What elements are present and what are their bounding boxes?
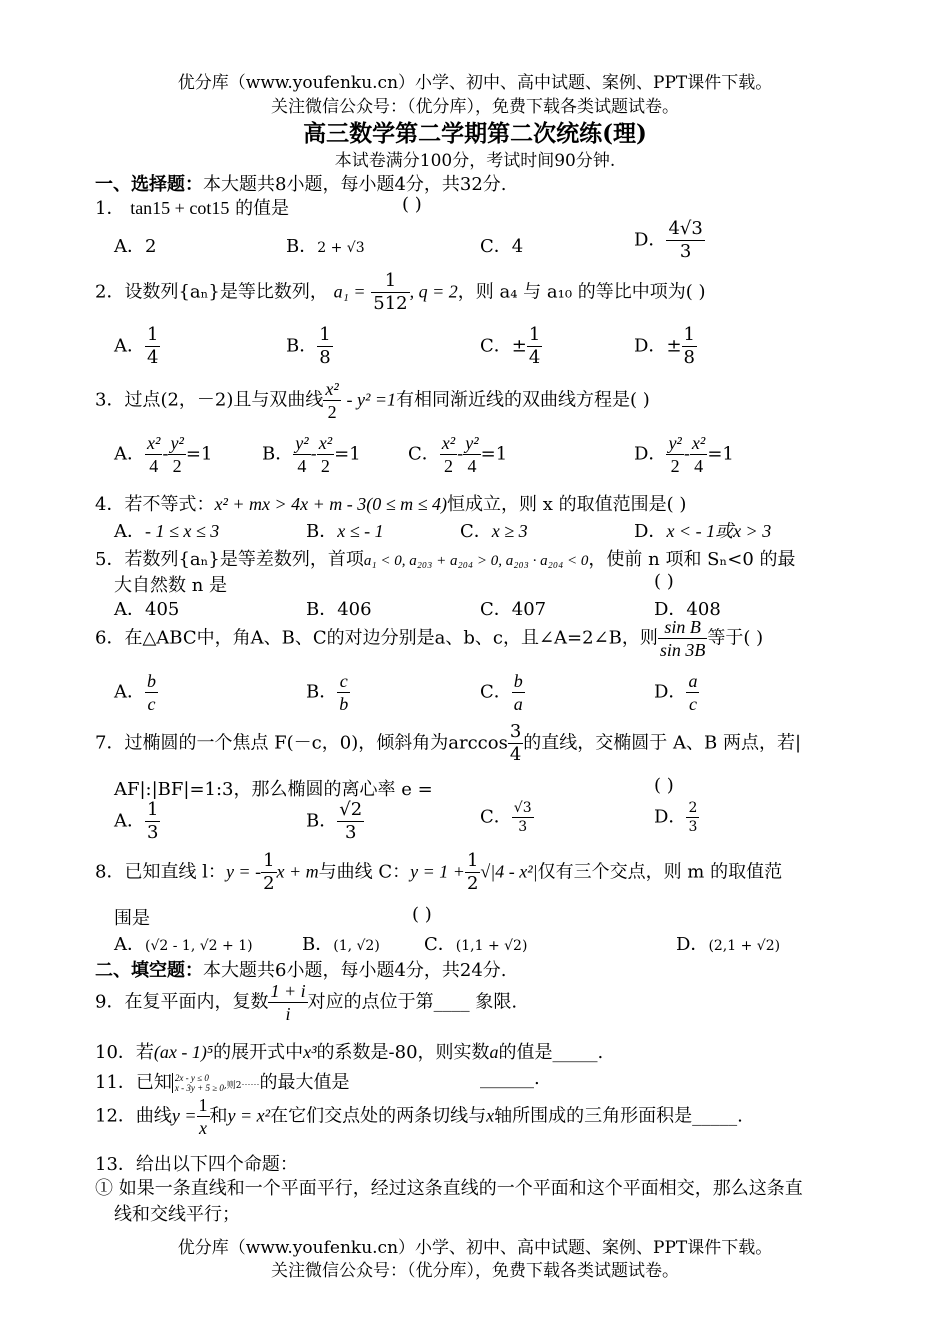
q4-option-c bbox=[460, 517, 528, 543]
q9-text: 9．在复平面内，复数 bbox=[95, 991, 269, 1013]
q8-option-a bbox=[114, 930, 253, 956]
q1-option-c: C．4 bbox=[480, 236, 524, 257]
section-choice-text: 本大题共8小题，每小题4分，共32分. bbox=[203, 174, 507, 195]
q13-proposition-1-cont: 线和交线平行； bbox=[114, 1204, 240, 1225]
q6-c-num: b bbox=[513, 671, 523, 691]
q5-paren: ( ) bbox=[654, 571, 674, 592]
section-fill-text: 本大题共6小题，每小题4分，共24分. bbox=[203, 960, 507, 981]
q3-b-d2: 2 bbox=[320, 456, 330, 476]
q2-suffix: ，则 a₄ 与 a₁₀ 的等比中项为( ) bbox=[457, 281, 706, 303]
q4-expr: x² + mx > 4x + m - 3(0 ≤ m ≤ 4) bbox=[214, 494, 447, 514]
q7-c-label: C． bbox=[480, 806, 512, 828]
q3-x2: x² bbox=[325, 379, 339, 399]
q2-num: 1 bbox=[371, 272, 409, 293]
q8-line-2: 围是 bbox=[114, 908, 150, 929]
q2-q: , q = 2 bbox=[409, 281, 458, 302]
q6-stem bbox=[95, 618, 763, 659]
q11-text: 11．已知 bbox=[95, 1072, 172, 1093]
q6-a-den: c bbox=[147, 694, 156, 714]
q4-suffix: 恒成立，则 x 的取值范围是( ) bbox=[447, 494, 687, 515]
q4-option-d bbox=[634, 517, 771, 543]
q2-a-label: A． bbox=[114, 335, 145, 357]
q10-suffix: 的系数是-80，则实数 bbox=[316, 1042, 490, 1063]
section-fill bbox=[95, 956, 507, 982]
q3-a-minus: - bbox=[162, 443, 169, 465]
q9-num: 1 + i bbox=[270, 981, 306, 1001]
q8-c-den: 2 bbox=[466, 873, 479, 894]
q1-stem bbox=[95, 194, 289, 220]
q8-l-den: 2 bbox=[263, 873, 275, 894]
q8-option-b bbox=[302, 930, 380, 956]
q2-den: 512 bbox=[373, 293, 408, 314]
q4-d-expr: x < - 1或x > 3 bbox=[666, 521, 772, 541]
q3-a-y2: y² bbox=[170, 433, 184, 453]
q3-b-d1: 4 bbox=[297, 456, 307, 476]
q4-b-expr: x ≤ - 1 bbox=[337, 521, 384, 541]
q3-d-label: D． bbox=[634, 443, 667, 465]
q3-a-x2: x² bbox=[147, 433, 161, 453]
q1-number: 1． bbox=[95, 198, 125, 219]
q3-b-label: B． bbox=[262, 443, 294, 465]
q3-rest: - y² =1 bbox=[346, 389, 397, 410]
q10-a: a bbox=[489, 1042, 499, 1062]
q6-d-den: c bbox=[688, 694, 697, 714]
q4-a-label: A． bbox=[114, 521, 145, 542]
q10-text: 10．若 bbox=[95, 1042, 154, 1063]
q5-line-2: 大自然数 n 是 bbox=[114, 575, 228, 596]
q8-l2: x + m bbox=[276, 861, 319, 882]
q8-l-num: 1 bbox=[263, 850, 275, 871]
q7-line-1 bbox=[95, 723, 801, 764]
q2-text: 2．设数列{aₙ}是等比数列， bbox=[95, 281, 328, 303]
q2-option-a bbox=[114, 326, 160, 367]
q3-c-y2: y² bbox=[465, 433, 479, 453]
q11-sys1: 2x - y ≤ 0 bbox=[174, 1073, 209, 1083]
q1-option-b bbox=[286, 232, 365, 258]
q10 bbox=[95, 1038, 603, 1064]
q2-option-d bbox=[634, 326, 697, 367]
q11-blank: ______. bbox=[480, 1068, 540, 1089]
q1-b-label: B． bbox=[286, 236, 318, 257]
q12-y2: y = x² bbox=[227, 1105, 271, 1126]
q3-a-d2: 2 bbox=[172, 456, 182, 476]
q4-text: 4．若不等式： bbox=[95, 494, 215, 515]
q11-system bbox=[172, 1073, 224, 1093]
q7-d-label: D． bbox=[654, 806, 687, 828]
q12-suffix2: 轴所围成的三角形面积是_____. bbox=[494, 1105, 743, 1127]
q6-suffix: 等于( ) bbox=[707, 627, 764, 649]
q7-arc: arccos bbox=[448, 732, 508, 754]
q1-d-den: 3 bbox=[679, 241, 692, 262]
q6-b-den: b bbox=[339, 694, 349, 714]
q7-a-num: 1 bbox=[147, 799, 159, 820]
footer-line-1: 优分库（www.youfenku.cn）小学、初中、高中试题、案例、PPT课件下载。 bbox=[177, 1238, 773, 1258]
exam-subtitle: 本试卷满分100分，考试时间90分钟. bbox=[334, 151, 616, 171]
q8-a-label: A． bbox=[114, 934, 145, 955]
q7-d-den: 3 bbox=[688, 819, 698, 835]
q1-option-a: A．2 bbox=[114, 236, 157, 257]
q10-suffix2: 的值是_____. bbox=[498, 1042, 604, 1063]
q4-a-expr: - 1 ≤ x ≤ 3 bbox=[145, 521, 220, 541]
q5-line-1 bbox=[95, 545, 796, 571]
q7-a-den: 3 bbox=[147, 822, 159, 843]
q7-b-den: 3 bbox=[344, 822, 357, 843]
q1-paren: ( ) bbox=[402, 194, 422, 215]
q6-a-label: A． bbox=[114, 681, 145, 703]
q11-suffix: 的最大值是 bbox=[259, 1072, 350, 1093]
q2-option-c bbox=[480, 326, 542, 367]
q4-c-expr: x ≥ 3 bbox=[491, 521, 528, 541]
q2-c-sign: ± bbox=[511, 335, 527, 357]
q3-option-b bbox=[262, 434, 361, 475]
q5-option-d: D．408 bbox=[654, 599, 721, 620]
q7-c-num: √3 bbox=[513, 800, 532, 816]
q11 bbox=[95, 1068, 350, 1094]
q3-a-d1: 4 bbox=[149, 456, 159, 476]
q10-x3: x³ bbox=[303, 1042, 317, 1062]
q3-c-label: C． bbox=[408, 443, 440, 465]
q3-option-c bbox=[408, 434, 507, 475]
q8-d-label: D． bbox=[676, 934, 709, 955]
q7-num: 3 bbox=[509, 721, 522, 742]
q6-c-label: C． bbox=[480, 681, 512, 703]
header-line-2: 关注微信公众号：（优分库），免费下载各类试题试卷。 bbox=[271, 97, 679, 117]
q2-c-den: 4 bbox=[528, 347, 541, 368]
q6-num: sin B bbox=[658, 618, 708, 639]
q7-paren: ( ) bbox=[654, 775, 674, 796]
q2-a1: a₁ = bbox=[333, 281, 366, 302]
q6-b-label: B． bbox=[306, 681, 338, 703]
q3-c-x2: x² bbox=[441, 433, 456, 453]
q6-a-num: b bbox=[147, 671, 156, 691]
q4-stem bbox=[95, 490, 686, 516]
q4-c-label: C． bbox=[460, 521, 492, 542]
q7-b-label: B． bbox=[306, 810, 338, 832]
q3-d-d1: 2 bbox=[670, 456, 680, 476]
q12-num: 1 bbox=[198, 1095, 208, 1115]
q9-suffix: 对应的点位于第____ 象限. bbox=[307, 991, 518, 1013]
q5-option-c: C．407 bbox=[480, 599, 547, 620]
q1-suffix: 的值是 bbox=[235, 198, 290, 219]
q13-proposition-1: ① 如果一条直线和一个平面平行，经过这条直线的一个平面和这个平面相交，那么这条直 bbox=[95, 1178, 803, 1199]
q8-c2: √|4 - x²| bbox=[480, 861, 538, 882]
q12 bbox=[95, 1096, 743, 1137]
q9-den: i bbox=[285, 1004, 291, 1024]
q6-d-num: a bbox=[688, 671, 698, 691]
q6-d-label: D． bbox=[654, 681, 687, 703]
q6-text: 6．在△ABC中，角A、B、C的对边分别是a、b、c，且∠A=2∠B，则 bbox=[95, 627, 658, 649]
q3-d-minus: - bbox=[683, 443, 690, 465]
q3-c-d1: 2 bbox=[443, 456, 453, 476]
q6-den: sin 3B bbox=[659, 640, 706, 660]
q7-a-label: A． bbox=[114, 810, 145, 832]
q8-mid: 与曲线 C： bbox=[318, 861, 411, 883]
section-choice bbox=[95, 170, 507, 196]
q3-option-a bbox=[114, 434, 212, 475]
q3-c-eq: =1 bbox=[480, 443, 508, 465]
q7-option-d bbox=[654, 801, 699, 834]
q7-text: 7．过椭圆的一个焦点 F(－c，0)，倾斜角为 bbox=[95, 732, 449, 754]
exam-title: 高三数学第二学期第二次统练(理) bbox=[303, 120, 647, 147]
q8-b-label: B． bbox=[302, 934, 334, 955]
q12-den: x bbox=[199, 1118, 208, 1138]
q7-den: 4 bbox=[509, 744, 522, 765]
q11-tail: ,则2⋯⋯ bbox=[223, 1081, 260, 1091]
q7-option-c bbox=[480, 801, 534, 834]
q2-stem bbox=[95, 272, 706, 313]
q3-a-eq: =1 bbox=[185, 443, 213, 465]
q1-option-d bbox=[634, 220, 705, 261]
q12-suffix: 在它们交点处的两条切线与 bbox=[270, 1105, 487, 1127]
q1-d-label: D． bbox=[634, 229, 667, 251]
q1-expr: tan15 + cot15 bbox=[130, 198, 230, 218]
q3-option-d bbox=[634, 434, 734, 475]
q7-b-num: √2 bbox=[339, 799, 363, 820]
q11-sys2: x - 3y + 5 ≥ 0 bbox=[174, 1083, 224, 1093]
q2-d-den: 8 bbox=[683, 347, 695, 368]
q2-b-den: 8 bbox=[319, 347, 331, 368]
q2-d-sign: ± bbox=[666, 335, 682, 357]
q2-a-den: 4 bbox=[147, 347, 159, 368]
q7-c-den: 3 bbox=[518, 819, 528, 835]
q13-stem: 13．给出以下四个命题： bbox=[95, 1154, 298, 1175]
q8-option-d bbox=[676, 930, 780, 956]
q2-b-label: B． bbox=[286, 335, 318, 357]
section-fill-label: 二、填空题： bbox=[95, 960, 203, 981]
q3-suffix: 有相同渐近线的双曲线方程是( ) bbox=[396, 389, 650, 411]
q12-y1: y = bbox=[171, 1105, 197, 1126]
header-line-1: 优分库（www.youfenku.cn）小学、初中、高中试题、案例、PPT课件下载。 bbox=[177, 73, 773, 93]
q3-d-eq: =1 bbox=[707, 443, 734, 465]
q8-suffix: 仅有三个交点，则 m 的取值范 bbox=[537, 861, 783, 883]
q6-option-d bbox=[654, 672, 699, 713]
q3-a-label: A． bbox=[114, 443, 145, 465]
q6-c-den: a bbox=[513, 694, 523, 714]
q2-d-label: D． bbox=[634, 335, 667, 357]
section-choice-label: 一、选择题： bbox=[95, 174, 203, 195]
q6-option-b bbox=[306, 672, 350, 713]
q5-text: 5．若数列{aₙ}是等差数列，首项 bbox=[95, 549, 364, 570]
q8-c-label: C． bbox=[424, 934, 456, 955]
q8-paren: ( ) bbox=[412, 904, 432, 925]
q5-option-a: A．405 bbox=[114, 599, 180, 620]
q4-option-b bbox=[306, 517, 384, 543]
q2-d-num: 1 bbox=[683, 324, 695, 345]
q6-b-num: c bbox=[337, 672, 350, 693]
q4-option-a bbox=[114, 517, 219, 543]
q12-x: x bbox=[486, 1105, 495, 1126]
q2-c-num: 1 bbox=[528, 324, 541, 345]
q7-option-b bbox=[306, 801, 364, 842]
q1-b-expr: 2 + √3 bbox=[317, 240, 365, 256]
q8-c-num: 1 bbox=[466, 850, 479, 871]
q6-option-c bbox=[480, 672, 525, 713]
q3-b-eq: =1 bbox=[334, 443, 361, 465]
q10-mid: 的展开式中 bbox=[213, 1042, 304, 1063]
q2-option-b bbox=[286, 326, 333, 367]
q2-b-num: 1 bbox=[319, 324, 331, 345]
q8-option-c bbox=[424, 930, 527, 956]
q7-d-num: 2 bbox=[688, 800, 698, 816]
q3-d-d2: 4 bbox=[694, 456, 704, 476]
q4-d-label: D． bbox=[634, 521, 667, 542]
q8-c-expr: (1,1 + √2) bbox=[455, 938, 528, 954]
q8-l1: y = - bbox=[225, 861, 262, 882]
q8-text: 8．已知直线 l： bbox=[95, 861, 226, 883]
q7-option-a bbox=[114, 801, 160, 842]
q3-b-minus: - bbox=[310, 443, 317, 465]
q3-d-y2: y² bbox=[668, 433, 682, 453]
q2-c-label: C． bbox=[480, 335, 512, 357]
q12-mid: 和 bbox=[209, 1105, 228, 1127]
q3-c-d2: 4 bbox=[467, 456, 477, 476]
q7-text-b: 的直线，交椭圆于 A、B 两点，若| bbox=[523, 732, 802, 754]
q8-c1: y = 1 + bbox=[410, 861, 465, 882]
q3-text: 3．过点(2，－2)且与双曲线 bbox=[95, 389, 324, 411]
q9 bbox=[95, 982, 517, 1023]
q4-b-label: B． bbox=[306, 521, 338, 542]
q12-text: 12．曲线 bbox=[95, 1105, 172, 1127]
q8-line-1 bbox=[95, 852, 782, 893]
q8-b-expr: (1, √2) bbox=[333, 938, 380, 954]
q1-d-num: 4√3 bbox=[668, 218, 703, 239]
q5-expr: a₁ < 0, a₂₀₃ + a₂₀₄ > 0, a₂₀₃ · a₂₀₄ < 0 bbox=[363, 553, 589, 569]
q3-d-x2: x² bbox=[691, 433, 706, 453]
q5-option-b: B．406 bbox=[306, 599, 372, 620]
q7-line-2: AF|:|BF|=1:3，那么椭圆的离心率 e = bbox=[114, 779, 433, 800]
q3-b-x2: x² bbox=[318, 433, 333, 453]
q3-c-minus: - bbox=[457, 443, 464, 465]
q3-b-y2: y² bbox=[295, 433, 309, 453]
q8-d-expr: (2,1 + √2) bbox=[708, 938, 781, 954]
q3-two: 2 bbox=[327, 402, 337, 422]
q6-option-a bbox=[114, 672, 158, 713]
q10-expr: (ax - 1)⁵ bbox=[153, 1042, 214, 1062]
q3-stem bbox=[95, 380, 650, 421]
q2-a-num: 1 bbox=[147, 324, 159, 345]
q5-text-b: ，使前 n 项和 Sₙ<0 的最 bbox=[588, 549, 796, 570]
q8-a-expr: (√2 - 1, √2 + 1) bbox=[145, 938, 253, 954]
footer-line-2: 关注微信公众号：（优分库），免费下载各类试题试卷。 bbox=[271, 1261, 679, 1281]
